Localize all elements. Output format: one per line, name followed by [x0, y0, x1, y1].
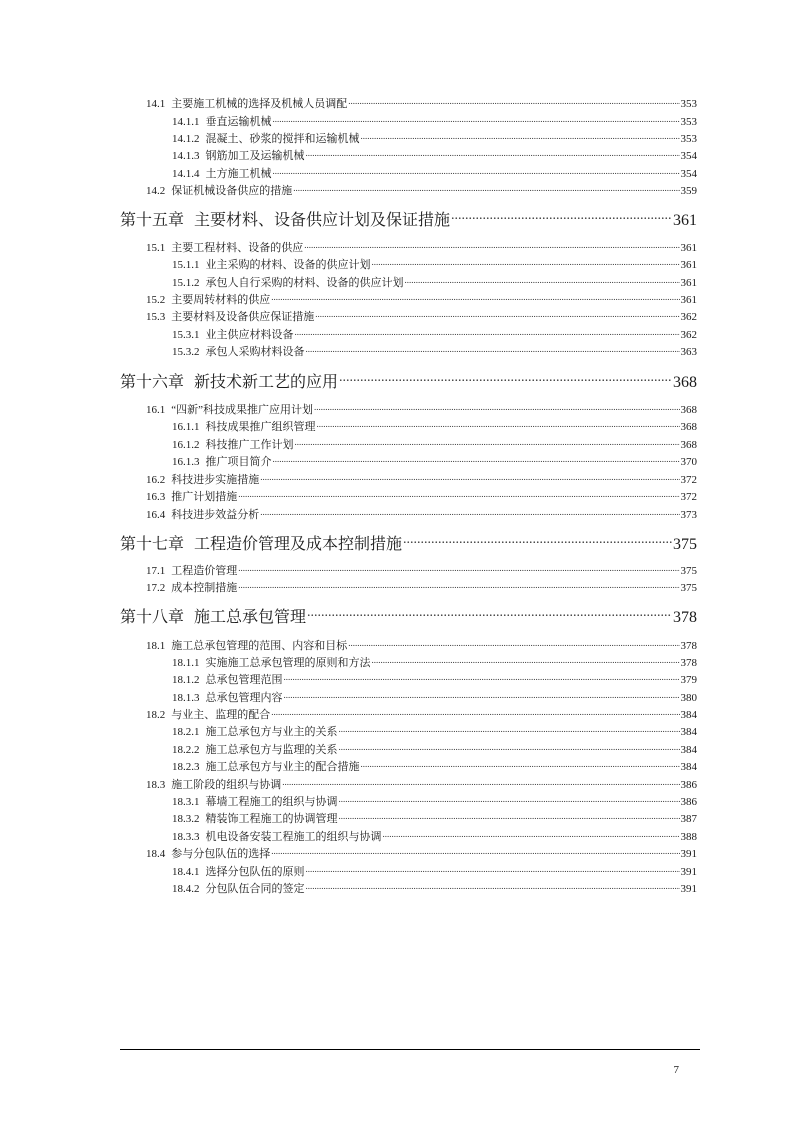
toc-entry-18-1[interactable]: [146, 638, 697, 654]
dot-leader: [372, 655, 680, 666]
toc-title: 科技进步实施措施: [171, 474, 260, 486]
dot-leader: [339, 371, 672, 387]
toc-page: 353: [680, 116, 697, 128]
toc-number: 14.1.4: [172, 168, 200, 180]
toc-title: 施工总承包方与业主的关系: [205, 726, 338, 738]
toc-entry-15-1[interactable]: [146, 240, 697, 256]
toc-title: 推广项目简介: [205, 456, 272, 468]
dot-leader: [383, 829, 680, 840]
dot-leader: [306, 344, 680, 355]
toc-title: 钢筋加工及运输机械: [205, 150, 305, 162]
toc-entry-15-1-2[interactable]: [172, 275, 697, 291]
toc-chapter-17[interactable]: [120, 533, 697, 557]
toc-title: 施工总承包管理的范围、内容和目标: [171, 640, 348, 652]
toc-number: 14.1.1: [172, 116, 200, 128]
toc-title: 承包人自行采购的材料、设备的供应计划: [205, 277, 404, 289]
toc-title: 工程造价管理: [171, 565, 238, 577]
toc-entry-15-3-2[interactable]: [172, 344, 697, 360]
toc-entry-14-1[interactable]: [146, 96, 697, 112]
toc-entry-18-1-2[interactable]: [172, 672, 697, 688]
toc-title: 实施施工总承包管理的原则和方法: [205, 657, 371, 669]
toc-page: 375: [680, 582, 697, 594]
toc-chapter-15[interactable]: [120, 209, 697, 233]
toc-page: 386: [680, 796, 697, 808]
toc-title: 与业主、监理的配合: [171, 709, 271, 721]
toc-title: 总承包管理范围: [205, 674, 283, 686]
toc-page: 378: [673, 609, 697, 626]
dot-leader: [271, 707, 679, 718]
toc-title: 土方施工机械: [205, 168, 272, 180]
footer-divider: [120, 1049, 700, 1050]
toc-number: 18.4.2: [172, 883, 200, 895]
toc-entry-18-1-3[interactable]: [172, 690, 697, 706]
toc-title: 施工总承包方与监理的关系: [205, 744, 338, 756]
dot-leader: [273, 114, 680, 125]
chapter-number: 第十五章: [120, 212, 185, 229]
toc-entry-16-1-2[interactable]: [172, 437, 697, 453]
dot-leader: [405, 275, 680, 286]
dot-leader: [306, 148, 680, 159]
toc-number: 15.3.2: [172, 346, 200, 358]
dot-leader: [284, 672, 680, 683]
dot-leader: [293, 183, 679, 194]
toc-title: 科技进步效益分析: [171, 509, 260, 521]
toc-title: 混凝土、砂浆的搅拌和运输机械: [205, 133, 360, 145]
toc-title: 选择分包队伍的原则: [205, 866, 305, 878]
toc-entry-18-2-2[interactable]: [172, 742, 697, 758]
dot-leader: [339, 794, 680, 805]
toc-number: 16.1.3: [172, 456, 200, 468]
dot-leader: [348, 638, 679, 649]
toc-number: 15.3: [146, 311, 166, 323]
toc-page: 388: [680, 831, 697, 843]
toc-page: 361: [680, 294, 697, 306]
toc-chapter-18[interactable]: [120, 606, 697, 630]
toc-title: 保证机械设备供应的措施: [171, 185, 293, 197]
dot-leader: [317, 419, 680, 430]
toc-page: 368: [680, 439, 697, 451]
toc-page: 362: [680, 311, 697, 323]
toc-title: 主要材料及设备供应保证措施: [171, 311, 315, 323]
toc-page: 363: [680, 346, 697, 358]
toc-number: 16.1.1: [172, 421, 200, 433]
toc-title: 幕墙工程施工的组织与协调: [205, 796, 338, 808]
toc-title: 科技成果推广组织管理: [205, 421, 316, 433]
toc-title: 主要施工机械的选择及机械人员调配: [171, 98, 348, 110]
toc-page: 378: [680, 640, 697, 652]
dot-leader: [238, 489, 679, 500]
chapter-title: 施工总承包管理: [194, 609, 307, 626]
toc-entry-16-3[interactable]: [146, 489, 697, 505]
toc-title: 垂直运输机械: [205, 116, 272, 128]
toc-page: 359: [680, 185, 697, 197]
toc-number: 15.2: [146, 294, 166, 306]
toc-entry-14-2[interactable]: [146, 183, 697, 199]
toc-number: 15.1: [146, 242, 166, 254]
dot-leader: [339, 742, 680, 753]
toc-title: 机电设备安装工程施工的组织与协调: [205, 831, 382, 843]
toc-entry-15-3-1[interactable]: [172, 327, 697, 343]
toc-page: 370: [680, 456, 697, 468]
dot-leader: [282, 777, 679, 788]
toc-entry-18-4[interactable]: [146, 846, 697, 862]
toc-page: 368: [673, 374, 697, 391]
toc-number: 18.4: [146, 848, 166, 860]
toc-title: 主要工程材料、设备的供应: [171, 242, 304, 254]
dot-leader: [306, 881, 680, 892]
toc-number: 16.3: [146, 491, 166, 503]
toc-page: 361: [680, 277, 697, 289]
toc-page: 386: [680, 779, 697, 791]
toc-page: 361: [673, 212, 697, 229]
toc-title: 业主采购的材料、设备的供应计划: [205, 259, 371, 271]
toc-entry-14-1-1[interactable]: [172, 114, 697, 130]
toc-entry-14-1-4[interactable]: [172, 166, 697, 182]
toc-number: 18.2.2: [172, 744, 200, 756]
toc-title: 施工总承包方与业主的配合措施: [205, 761, 360, 773]
chapter-number: 第十七章: [120, 536, 185, 553]
toc-entry-18-1-1[interactable]: [172, 655, 697, 671]
toc-page: 380: [680, 692, 697, 704]
toc-entry-16-1[interactable]: [146, 402, 697, 418]
dot-leader: [451, 209, 672, 225]
dot-leader: [284, 690, 680, 701]
toc-entry-18-4-2[interactable]: [172, 881, 697, 897]
toc-page: 375: [680, 565, 697, 577]
dot-leader: [238, 580, 679, 591]
toc-page: 391: [680, 883, 697, 895]
dot-leader: [271, 846, 679, 857]
toc-entry-15-1-1[interactable]: [172, 257, 697, 273]
toc-entry-14-1-3[interactable]: [172, 148, 697, 164]
toc-number: 16.2: [146, 474, 166, 486]
toc-entry-18-3-2[interactable]: [172, 811, 697, 827]
dot-leader: [348, 96, 679, 107]
toc-entry-15-2[interactable]: [146, 292, 697, 308]
toc-entry-17-2[interactable]: [146, 580, 697, 596]
dot-leader: [260, 507, 679, 518]
chapter-number: 第十六章: [120, 374, 185, 391]
toc-number: 18.3: [146, 779, 166, 791]
toc-page: 378: [680, 657, 697, 669]
dot-leader: [306, 864, 680, 875]
toc-number: 14.1.2: [172, 133, 200, 145]
chapter-title: 主要材料、设备供应计划及保证措施: [194, 212, 451, 229]
toc-title: 推广计划措施: [171, 491, 238, 503]
toc-number: 18.1.1: [172, 657, 200, 669]
toc-entry-18-2-3[interactable]: [172, 759, 697, 775]
toc-page: 361: [680, 259, 697, 271]
toc-number: 18.4.1: [172, 866, 200, 878]
toc-number: 18.3.2: [172, 813, 200, 825]
toc-title: “四新”科技成果推广应用计划: [171, 404, 314, 416]
toc-page: 384: [680, 761, 697, 773]
toc-page: 391: [680, 866, 697, 878]
toc-entry-18-2-1[interactable]: [172, 724, 697, 740]
toc-title: 总承包管理内容: [205, 692, 283, 704]
toc-entry-14-1-2[interactable]: [172, 131, 697, 147]
toc-page: 353: [680, 98, 697, 110]
dot-leader: [295, 437, 680, 448]
toc-page: 368: [680, 404, 697, 416]
toc-number: 16.1: [146, 404, 166, 416]
toc-entry-18-4-1[interactable]: [172, 864, 697, 880]
toc-number: 14.1: [146, 98, 166, 110]
dot-leader: [295, 327, 680, 338]
toc-number: 14.2: [146, 185, 166, 197]
toc-number: 15.1.2: [172, 277, 200, 289]
toc-title: 施工阶段的组织与协调: [171, 779, 282, 791]
toc-page: 354: [680, 168, 697, 180]
toc-page: 354: [680, 150, 697, 162]
toc-page: 373: [680, 509, 697, 521]
toc-entry-17-1[interactable]: [146, 563, 697, 579]
toc-page: 379: [680, 674, 697, 686]
toc-number: 18.1.3: [172, 692, 200, 704]
dot-leader: [339, 724, 680, 735]
dot-leader: [260, 472, 679, 483]
toc-title: 主要周转材料的供应: [171, 294, 271, 306]
toc-entry-18-3-3[interactable]: [172, 829, 697, 845]
dot-leader: [273, 454, 680, 465]
toc-entry-15-3[interactable]: [146, 309, 697, 325]
toc-entry-16-1-3[interactable]: [172, 454, 697, 470]
toc-title: 承包人采购材料设备: [205, 346, 305, 358]
toc-page: 391: [680, 848, 697, 860]
toc-entry-16-1-1[interactable]: [172, 419, 697, 435]
dot-leader: [304, 240, 679, 251]
chapter-number: 第十八章: [120, 609, 185, 626]
toc-entry-16-2[interactable]: [146, 472, 697, 488]
toc-title: 科技推广工作计划: [205, 439, 294, 451]
toc-page: 368: [680, 421, 697, 433]
toc-title: 参与分包队伍的选择: [171, 848, 271, 860]
chapter-title: 工程造价管理及成本控制措施: [194, 536, 403, 553]
toc-number: 15.3.1: [172, 329, 200, 341]
toc-number: 17.2: [146, 582, 166, 594]
page-number: 7: [673, 1064, 679, 1076]
toc-entry-18-3-1[interactable]: [172, 794, 697, 810]
dot-leader: [339, 811, 680, 822]
toc-page: 384: [680, 744, 697, 756]
toc-number: 18.3.1: [172, 796, 200, 808]
dot-leader: [273, 166, 680, 177]
dot-leader: [314, 402, 679, 413]
toc-page: 372: [680, 474, 697, 486]
toc-number: 16.1.2: [172, 439, 200, 451]
toc-number: 17.1: [146, 565, 166, 577]
toc-title: 分包队伍合同的签定: [205, 883, 305, 895]
toc-entry-18-3[interactable]: [146, 777, 697, 793]
toc-chapter-16[interactable]: [120, 371, 697, 395]
dot-leader: [307, 606, 672, 622]
toc-number: 18.1.2: [172, 674, 200, 686]
toc-page: 361: [680, 242, 697, 254]
toc-page: 362: [680, 329, 697, 341]
dot-leader: [403, 533, 672, 549]
chapter-title: 新技术新工艺的应用: [194, 374, 339, 391]
toc-number: 18.2.1: [172, 726, 200, 738]
toc-number: 18.1: [146, 640, 166, 652]
toc-number: 18.3.3: [172, 831, 200, 843]
toc-number: 16.4: [146, 509, 166, 521]
toc-page: 384: [680, 709, 697, 721]
toc-page: 372: [680, 491, 697, 503]
dot-leader: [238, 563, 679, 574]
dot-leader: [361, 759, 680, 770]
toc-page: 384: [680, 726, 697, 738]
dot-leader: [372, 257, 680, 268]
toc-number: 18.2: [146, 709, 166, 721]
toc-page: 387: [680, 813, 697, 825]
toc-title: 成本控制措施: [171, 582, 238, 594]
toc-entry-18-2[interactable]: [146, 707, 697, 723]
toc-page: 353: [680, 133, 697, 145]
dot-leader: [315, 309, 679, 320]
toc-number: 18.2.3: [172, 761, 200, 773]
toc-number: 14.1.3: [172, 150, 200, 162]
toc-page: 375: [673, 536, 697, 553]
dot-leader: [271, 292, 679, 303]
toc-title: 业主供应材料设备: [205, 329, 294, 341]
toc-entry-16-4[interactable]: [146, 507, 697, 523]
dot-leader: [361, 131, 680, 142]
toc-number: 15.1.1: [172, 259, 200, 271]
toc-title: 精装饰工程施工的协调管理: [205, 813, 338, 825]
